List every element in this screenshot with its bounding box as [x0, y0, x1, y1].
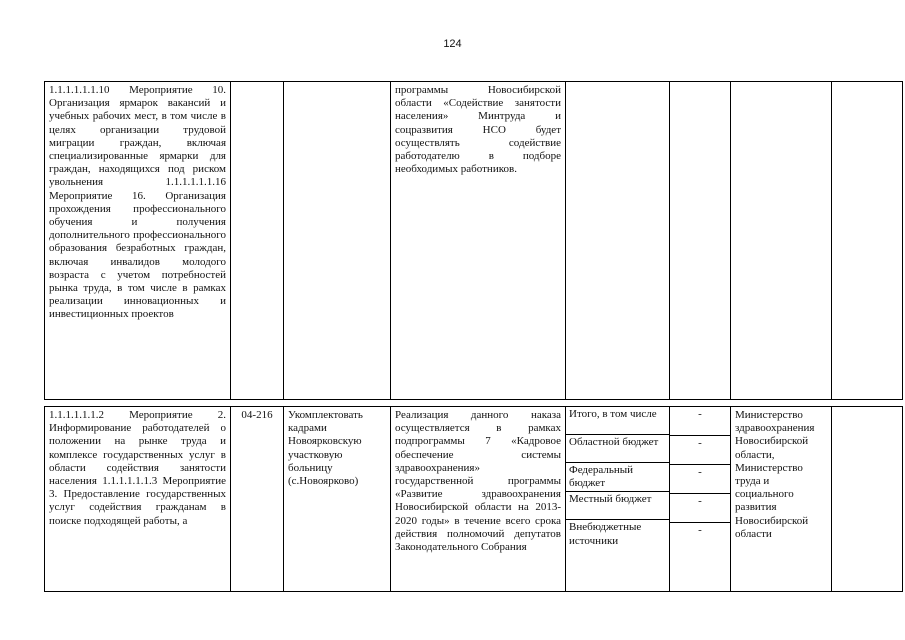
- funding-values-cell: [670, 407, 731, 592]
- value-extrabudget: -: [698, 524, 702, 536]
- code-cell: [231, 82, 284, 400]
- value-federal: -: [670, 465, 730, 494]
- source-total: Итого, в том числе: [566, 407, 669, 435]
- description-cell: программы Новосибирской области «Содействие занятости населения» Минтруда и соцразвития НСО будет осуществлять содействие работодателю в подборе необходимых работников.: [391, 82, 566, 400]
- value-cell: [670, 82, 731, 400]
- value-regional: -: [670, 436, 730, 465]
- value-local: -: [670, 494, 730, 523]
- need-cell: [284, 82, 391, 400]
- source-regional: Областной бюджет: [566, 435, 669, 463]
- need-cell: Укомплектовать кадрами Новоярковскую участковую больницу (с.Новоярково): [284, 407, 391, 592]
- funding-sources-cell: [566, 407, 670, 592]
- source-extrabudget: Внебюджетные источники: [569, 521, 642, 547]
- source-local: Местный бюджет: [566, 492, 669, 520]
- source-federal: Федеральный бюджет: [566, 463, 669, 492]
- table-block-2: [44, 406, 903, 592]
- table-block-1: [44, 81, 903, 400]
- activities-cell: 1.1.1.1.1.1.10 Мероприятие 10. Организация ярмарок вакансий и учебных рабочих мест, в том числе в целях организации трудовой миграции граждан, включая специализированные ярмарки для граждан, находящихся под риском увольнения 1.1.1.1.1.1.16 Мероприятие 16. Организация прохождения профессионального обучения и получения дополнительного профессионального образования безработных граждан, включая инвалидов молодого возраста с учетом потребностей рынка труда, в том числе в рамках реализации инновационных и инвестиционных проектов: [45, 82, 231, 400]
- activities-cell: 1.1.1.1.1.1.2 Мероприятие 2. Информирование работодателей о положении на рынке труда и комплексе государственных услуг в области содействия занятости населения 1.1.1.1.1.1.3 Мероприятие 3. Предоставление государственных услуг содействия гражданам в поиске подходящей работы, а: [45, 407, 231, 592]
- source-cell: [566, 82, 670, 400]
- executor-cell: [731, 82, 832, 400]
- extra-cell: [832, 82, 903, 400]
- value-total: -: [670, 407, 730, 436]
- extra-cell: [832, 407, 903, 592]
- code-cell: 04-216: [231, 407, 284, 592]
- page-number: 124: [443, 38, 462, 50]
- executor-cell: Министерство здравоохранения Новосибирской области, Министерство труда и социального развития Новосибирской области: [731, 407, 832, 592]
- description-cell: Реализация данного наказа осуществляется в рамках подпрограммы 7 «Кадровое обеспечение системы здравоохранения» государственной программы «Развитие здравоохранения Новосибирской области на 2013-2020 годы» в течение всего срока действия полномочий депутатов Законодательного Собрания: [391, 407, 566, 592]
